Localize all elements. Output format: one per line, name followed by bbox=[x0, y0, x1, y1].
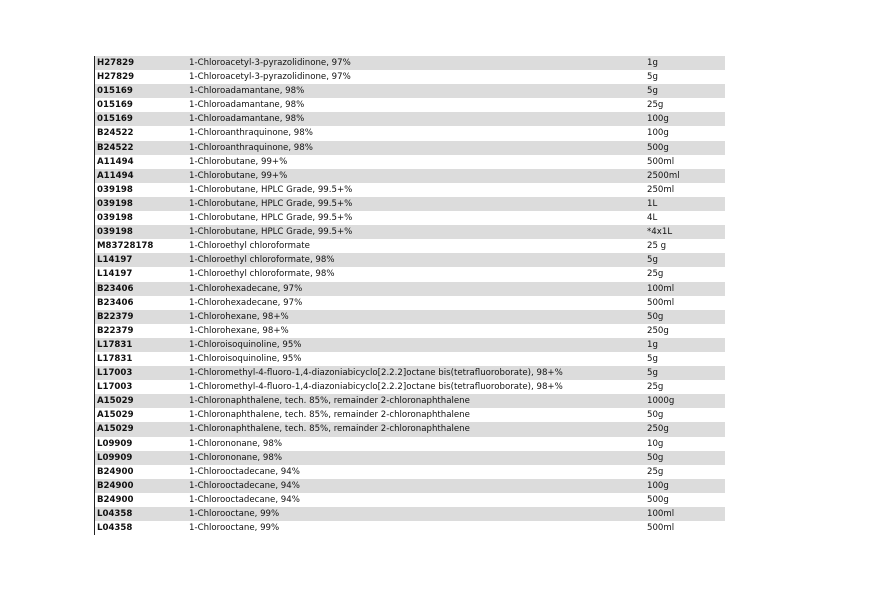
product-code: L14197 bbox=[97, 269, 133, 280]
table-row bbox=[95, 394, 725, 408]
table-row bbox=[95, 324, 725, 338]
product-description: 1-Chlorohexadecane, 97% bbox=[189, 283, 303, 294]
product-code: A15029 bbox=[97, 410, 134, 421]
pack-size: 1L bbox=[647, 198, 658, 209]
pack-size: *4x1L bbox=[647, 227, 673, 238]
pack-size: 500ml bbox=[647, 297, 675, 308]
product-code: 015169 bbox=[97, 100, 133, 111]
pack-size: 10g bbox=[647, 438, 664, 449]
pack-size: 100g bbox=[647, 480, 669, 491]
product-code: M83728178 bbox=[97, 241, 154, 252]
product-code: 015169 bbox=[97, 114, 133, 125]
pack-size: 100ml bbox=[647, 509, 675, 519]
product-description: 1-Chloronaphthalene, tech. 85%, remainder 2-chloronaphthalene bbox=[189, 424, 470, 435]
pack-size: 25g bbox=[647, 466, 664, 477]
product-code: L09909 bbox=[97, 452, 133, 463]
table-row bbox=[95, 282, 725, 296]
pack-size: 50g bbox=[647, 410, 664, 421]
product-description: 1-Chloroanthraquinone, 98% bbox=[189, 128, 313, 139]
pack-size: 25g bbox=[647, 382, 664, 393]
product-description: 1-Chlorohexane, 98+% bbox=[189, 311, 289, 322]
product-description: 1-Chloroethyl chloroformate, 98% bbox=[189, 269, 335, 280]
table-row bbox=[95, 479, 725, 493]
pack-size: 100ml bbox=[647, 283, 675, 294]
product-description: 1-Chloroethyl chloroformate bbox=[189, 241, 310, 252]
pack-size: 500ml bbox=[647, 523, 675, 534]
product-description: 1-Chloroacetyl-3-pyrazolidinone, 97% bbox=[189, 58, 351, 68]
table-row bbox=[95, 352, 725, 366]
product-description: 1-Chlorohexadecane, 97% bbox=[189, 297, 303, 308]
product-description: 1-Chlorooctane, 99% bbox=[189, 523, 280, 534]
product-code: H27829 bbox=[97, 58, 135, 68]
product-description: 1-Chlorobutane, HPLC Grade, 99.5+% bbox=[189, 227, 353, 238]
product-description: 1-Chlorobutane, HPLC Grade, 99.5+% bbox=[189, 184, 353, 195]
pack-size: 500ml bbox=[647, 156, 675, 167]
table-row bbox=[95, 437, 725, 451]
product-code: B24522 bbox=[97, 128, 134, 139]
product-code: L14197 bbox=[97, 255, 133, 266]
pack-size: 25 g bbox=[647, 241, 667, 252]
pack-size: 25g bbox=[647, 269, 664, 280]
table-row bbox=[95, 380, 725, 394]
pack-size: 50g bbox=[647, 311, 664, 322]
table-row bbox=[95, 521, 725, 535]
pack-size: 25g bbox=[647, 100, 664, 111]
table-row bbox=[95, 70, 725, 84]
table-row bbox=[95, 366, 725, 380]
pack-size: 5g bbox=[647, 368, 658, 379]
product-description: 1-Chlorobutane, HPLC Grade, 99.5+% bbox=[189, 198, 353, 209]
table-row bbox=[95, 126, 725, 140]
product-description: 1-Chloroisoquinoline, 95% bbox=[189, 339, 302, 350]
pack-size: 5g bbox=[647, 255, 658, 266]
table-row bbox=[95, 225, 725, 239]
table-row bbox=[95, 56, 725, 70]
table-row bbox=[95, 422, 725, 436]
table-row bbox=[95, 493, 725, 507]
table-row bbox=[95, 211, 725, 225]
pack-size: 5g bbox=[647, 72, 658, 83]
table-row bbox=[95, 310, 725, 324]
product-description: 1-Chlorobutane, 99+% bbox=[189, 156, 288, 167]
product-code: B22379 bbox=[97, 325, 134, 336]
table-row bbox=[95, 253, 725, 267]
product-code: B23406 bbox=[97, 297, 134, 308]
table-row bbox=[95, 451, 725, 465]
product-code: 039198 bbox=[97, 184, 133, 195]
pack-size: 5g bbox=[647, 86, 658, 97]
product-code: L04358 bbox=[97, 509, 133, 519]
product-code: B24522 bbox=[97, 142, 134, 153]
product-description: 1-Chloroadamantane, 98% bbox=[189, 114, 305, 125]
pack-size: 250g bbox=[647, 424, 669, 435]
product-description: 1-Chloromethyl-4-fluoro-1,4-diazoniabicyclo[2.2.2]octane bis(tetrafluoroborate), 98+% bbox=[189, 368, 563, 379]
pack-size: 250ml bbox=[647, 184, 675, 195]
product-description: 1-Chlorooctadecane, 94% bbox=[189, 466, 300, 477]
table-row bbox=[95, 141, 725, 155]
product-code: A11494 bbox=[97, 156, 134, 167]
product-code: L17003 bbox=[97, 382, 133, 393]
product-code: H27829 bbox=[97, 72, 135, 83]
product-description: 1-Chlorobutane, 99+% bbox=[189, 170, 288, 181]
pack-size: 2500ml bbox=[647, 170, 680, 181]
table-row bbox=[95, 169, 725, 183]
product-description: 1-Chloroisoquinoline, 95% bbox=[189, 353, 302, 364]
product-code: L17831 bbox=[97, 353, 133, 364]
table-row bbox=[95, 465, 725, 479]
table-row bbox=[95, 408, 725, 422]
product-description: 1-Chlorooctane, 99% bbox=[189, 509, 280, 519]
product-code: B24900 bbox=[97, 466, 134, 477]
product-description: 1-Chloroethyl chloroformate, 98% bbox=[189, 255, 335, 266]
product-code: B23406 bbox=[97, 283, 134, 294]
table-row bbox=[95, 507, 725, 521]
product-description: 1-Chlorooctadecane, 94% bbox=[189, 494, 300, 505]
product-code: 039198 bbox=[97, 198, 133, 209]
product-description: 1-Chlorobutane, HPLC Grade, 99.5+% bbox=[189, 213, 353, 224]
pack-size: 5g bbox=[647, 353, 658, 364]
pack-size: 4L bbox=[647, 213, 658, 224]
product-description: 1-Chloroanthraquinone, 98% bbox=[189, 142, 313, 153]
pack-size: 250g bbox=[647, 325, 669, 336]
product-description: 1-Chloronaphthalene, tech. 85%, remainder 2-chloronaphthalene bbox=[189, 410, 470, 421]
product-description: 1-Chloronaphthalene, tech. 85%, remainder 2-chloronaphthalene bbox=[189, 396, 470, 407]
product-description: 1-Chlorononane, 98% bbox=[189, 438, 282, 449]
product-code: 039198 bbox=[97, 227, 133, 238]
table-row bbox=[95, 112, 725, 126]
product-code: B24900 bbox=[97, 480, 134, 491]
table-row bbox=[95, 296, 725, 310]
table-row bbox=[95, 239, 725, 253]
product-description: 1-Chloroadamantane, 98% bbox=[189, 86, 305, 97]
table-row bbox=[95, 84, 725, 98]
pack-size: 500g bbox=[647, 494, 669, 505]
product-code: A11494 bbox=[97, 170, 134, 181]
product-description: 1-Chlorohexane, 98+% bbox=[189, 325, 289, 336]
product-description: 1-Chlorononane, 98% bbox=[189, 452, 282, 463]
table-row bbox=[95, 183, 725, 197]
table-row bbox=[95, 98, 725, 112]
product-description: 1-Chloroacetyl-3-pyrazolidinone, 97% bbox=[189, 72, 351, 83]
product-code: B22379 bbox=[97, 311, 134, 322]
product-code: L17831 bbox=[97, 339, 133, 350]
table-row bbox=[95, 155, 725, 169]
product-code: L04358 bbox=[97, 523, 133, 534]
pack-size: 500g bbox=[647, 142, 669, 153]
pack-size: 50g bbox=[647, 452, 664, 463]
product-description: 1-Chloroadamantane, 98% bbox=[189, 100, 305, 111]
product-code: L09909 bbox=[97, 438, 133, 449]
pack-size: 100g bbox=[647, 128, 669, 139]
table-row bbox=[95, 197, 725, 211]
product-code: L17003 bbox=[97, 368, 133, 379]
product-code: 015169 bbox=[97, 86, 133, 97]
table-row bbox=[95, 267, 725, 281]
product-description: 1-Chloromethyl-4-fluoro-1,4-diazoniabicyclo[2.2.2]octane bis(tetrafluoroborate), 98+% bbox=[189, 382, 563, 393]
product-code: B24900 bbox=[97, 494, 134, 505]
product-description: 1-Chlorooctadecane, 94% bbox=[189, 480, 300, 491]
product-code: A15029 bbox=[97, 424, 134, 435]
pack-size: 1000g bbox=[647, 396, 675, 407]
table-row bbox=[95, 338, 725, 352]
pack-size: 1g bbox=[647, 339, 658, 350]
pack-size: 1g bbox=[647, 58, 658, 68]
product-code: A15029 bbox=[97, 396, 134, 407]
pack-size: 100g bbox=[647, 114, 669, 125]
product-table bbox=[94, 56, 725, 535]
product-code: 039198 bbox=[97, 213, 133, 224]
